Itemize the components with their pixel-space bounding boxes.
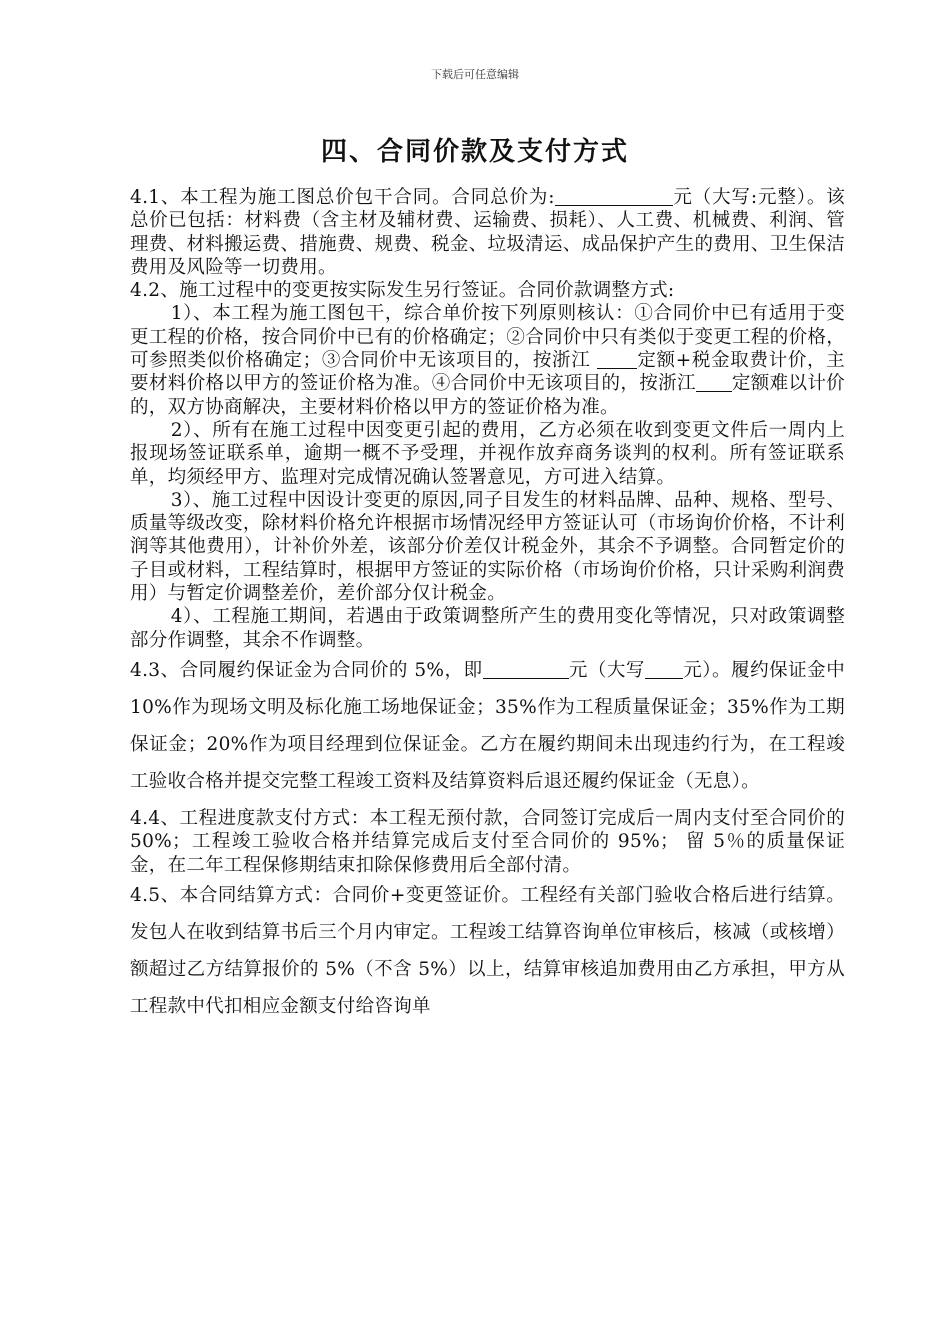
deposit-amount-blank bbox=[483, 659, 569, 679]
clause-4-3-text-b: 元（大写 bbox=[568, 659, 645, 681]
clause-4-2-item-3: 3）、施工过程中因设计变更的原因,同子目发生的材料品牌、品种、规格、型号、质量等级改变，除材料价格允许根据市场情况经甲方签证认可（市场询价价格，不计利润等其他费用），计补价外差，该部分价差仅计税金外，其余不予调整。合同暂定价的子目或材料，工程结算时，根据甲方签证的实际价格（市场询价价格，只计采购利润费用）与暂定价调整差价，差价部分仅计税金。 bbox=[130, 489, 845, 605]
section-title: 四、合同价款及支付方式 bbox=[320, 137, 629, 167]
clause-4-2-lead: 4.2、施工过程中的变更按实际发生另行签证。合同价款调整方式: bbox=[130, 280, 675, 302]
clause-4-1-unit: 元（大写: bbox=[672, 187, 758, 208]
clause-4-3-text-a: 4.3、合同履约保证金为合同价的 5%，即 bbox=[130, 659, 483, 681]
item-1-text-c: 定额难以计价的，双方协商解决，主要材料价格以甲方的签证价格为准。 bbox=[130, 373, 845, 418]
contract-price-blank bbox=[555, 187, 673, 207]
clause-4-4: 4.4、工程进度款支付方式：本工程无预付款，合同签订完成后一周内支付至合同价的 50%；工程竣工验收合格并结算完成后支付至合同价的 95%； 留 5％的质量保证金，在二年工程保修期结束扣除保修费用后全部付清。 bbox=[130, 807, 845, 876]
clause-4-2-item-1 bbox=[130, 302, 845, 418]
quota-blank-2 bbox=[696, 373, 732, 393]
contract-body bbox=[130, 186, 845, 1025]
clause-4-1-lead: 4.1、本工程为施工图总价包干合同。合同总价为: bbox=[130, 187, 555, 208]
clause-4-3-text-c: 元）。履约保证金中 10%作为现场文明及标化施工场地保证金；35%作为工程质量保证金；35%作为工期保证金；20%作为项目经理到位保证金。乙方在履约期间未出现违约行为，在工程竣工验收合格并提交完整工程竣工资料及结算资料后退还履约保证金（无息）。 bbox=[130, 659, 845, 792]
clause-4-1-text: 元整）。该总价已包括：材料费（含主材及辅材费、运输费、损耗）、人工费、机械费、利润、管理费、材料搬运费、措施费、规费、税金、垃圾清运、成品保护产生的费用、卫生保洁费用及风险等一切费用。 bbox=[130, 187, 846, 278]
quota-blank-1 bbox=[597, 350, 637, 370]
clause-4-3 bbox=[130, 652, 845, 800]
clause-4-2-item-4: 4）、工程施工期间，若遇由于政策调整所产生的费用变化等情况，只对政策调整部分作调整，其余不作调整。 bbox=[130, 606, 845, 651]
item-1-text-b: 定额+税金取费计价，主要材料价格以甲方的签证价格为准。④合同价中无该项目的，按浙江 bbox=[130, 350, 845, 395]
clause-4-1 bbox=[130, 186, 845, 279]
clause-4-2-item-2: 2）、所有在施工过程中因变更引起的费用，乙方必须在收到变更文件后一周内上报现场签证联系单，逾期一概不予受理，并视作放弃商务谈判的权利。所有签证联系单，均须经甲方、监理对完成情况确认签署意见，方可进入结算。 bbox=[130, 419, 845, 488]
item-1-text-a: 1）、本工程为施工图包干，综合单价按下列原则核认：①合同价中已有适用于变更工程的价格，按合同价中已有的价格确定；②合同价中只有类似于变更工程的价格，可参照类似价格确定；③合同价中无该项目的，按浙江 bbox=[130, 303, 845, 372]
clause-4-5: 4.5、本合同结算方式：合同价+变更签证价。工程经有关部门验收合格后进行结算。发包人在收到结算书后三个月内审定。工程竣工结算咨询单位审核后，核减（或核增）额超过乙方结算报价的 5%（不含 5%）以上，结算审核追加费用由乙方承担，甲方从工程款中代扣相应金额支付给咨询单 bbox=[130, 884, 845, 1017]
header-note: 下载后可任意编辑 bbox=[431, 68, 519, 81]
deposit-capital-blank bbox=[645, 659, 683, 679]
